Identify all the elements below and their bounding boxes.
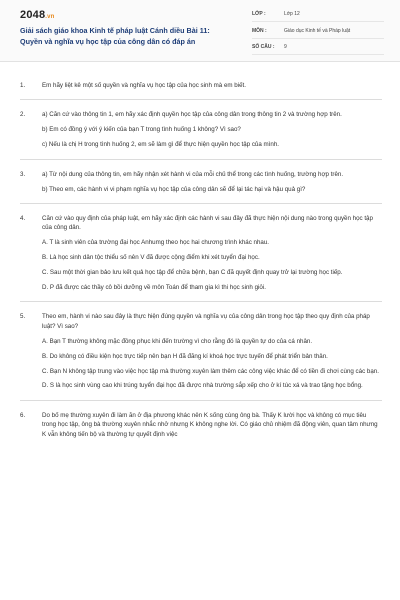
- answer-option: D. S là học sinh vùng cao khi trúng tuyển đại học đã được nhà trường sắp xếp cho ở kí túc xá và trao tặng học bổng.: [42, 382, 363, 390]
- question-text: Căn cứ vào quy định của pháp luật, em hãy xác định các hành vi sau đây đã thực hiện nội dung nào trong quyền học tập của công dân.: [42, 214, 373, 232]
- question-item: [20, 107, 382, 159]
- logo-domain: .vn: [45, 14, 55, 20]
- answer-option: A. T là sinh viên của trường đại học Anhumg theo học hai chương trình khác nhau.: [42, 239, 270, 247]
- answer-option: C. Bạn N không tập trung vào việc học tập mà thường xuyên làm thêm các công việc khác để có tiền đi chơi cùng các bạn.: [42, 367, 379, 375]
- answer-option: B. Do không có điều kiện học trực tiếp nên bạn H đã đăng kí khoá học trực tuyến để phát triển bản thân.: [42, 352, 328, 360]
- question-item: [20, 309, 382, 400]
- question-number: 1.: [20, 82, 26, 89]
- question-number: 6.: [20, 411, 26, 419]
- question-number: 5.: [20, 313, 26, 321]
- question-number: 4.: [20, 214, 26, 222]
- question-item: [20, 211, 382, 302]
- logo-text: 2048: [20, 9, 46, 21]
- meta-row-count: [252, 43, 384, 55]
- title-line-1: Giải sách giáo khoa Kinh tế pháp luật Cánh diều Bài 11:: [20, 26, 210, 35]
- meta-row-grade: [252, 10, 384, 22]
- page-header: [0, 0, 400, 62]
- answer-option: C. Sau một thời gian bảo lưu kết quả học tập để chữa bệnh, bạn C đã quyết định quay trở lại trường học tiếp.: [42, 269, 343, 277]
- meta-row-subject: [252, 27, 384, 39]
- question-number: 3.: [20, 170, 26, 178]
- meta-label: LỚP :: [252, 11, 266, 17]
- question-item: [20, 78, 382, 100]
- question-item: [20, 167, 382, 204]
- answer-option: B. Là học sinh dân tộc thiểu số nên V đã được cộng điểm khi xét tuyển đại học.: [42, 254, 260, 262]
- question-text: a) Căn cứ vào thông tin 1, em hãy xác định quyền học tập của công dân trong thông tin 2 và trường hợp trên.: [42, 111, 342, 119]
- question-text: Em hãy liệt kê một số quyền và nghĩa vụ học tập của học sinh mà em biết.: [42, 82, 246, 89]
- document-meta: [252, 10, 384, 60]
- question-text: b) Theo em, các hành vi vi phạm nghĩa vụ học tập của công dân sẽ để lại tác hại và hậu quả gì?: [42, 185, 306, 193]
- question-text: Theo em, hành vi nào sau đây là thực hiện đúng quyền và nghĩa vụ của công dân trong học tập theo quy định của pháp luật? Vì sao?: [42, 313, 370, 330]
- question-text: a) Từ nội dung của thông tin, em hãy nhận xét hành vi của mỗi chủ thể trong các tình huống, trường hợp trên.: [42, 170, 344, 178]
- meta-value: Lớp 12: [284, 11, 300, 17]
- site-logo[interactable]: [20, 9, 55, 21]
- meta-value: Giáo dục Kinh tế và Pháp luật: [284, 27, 351, 34]
- question-number: 2.: [20, 111, 26, 119]
- question-text: Do bố mẹ thường xuyên đi làm ăn ở địa phương khác nên K sống cùng ông bà. Thấy K lười học và không có mục tiêu trong học tập, ông bà thường xuyên nhắc nhở nhưng K không nghe lời. Có giáo chủ nhiệm đã động viên, quan tâm nhưng K vẫn không tiến bộ và thường tự quyết định việc: [42, 411, 378, 438]
- question-item: [20, 408, 382, 448]
- meta-label: MÔN :: [252, 27, 267, 34]
- meta-value: 9: [284, 44, 287, 50]
- answer-option: A. Bạn T thường không mặc đồng phục khi đến trường vì cho rằng đó là quyền tự do của cá nhân.: [42, 337, 313, 345]
- document-title: [20, 26, 235, 47]
- meta-label: SỐ CÂU :: [252, 44, 275, 50]
- question-text: c) Nếu là chị H trong tình huống 2, em sẽ làm gì để thực hiện quyền học tập của mình.: [42, 141, 279, 149]
- answer-option: D. P đã được các thầy cô bồi dưỡng về môn Toán để tham gia kì thi học sinh giỏi.: [42, 283, 266, 291]
- question-list: [20, 78, 382, 455]
- question-text: b) Em có đồng ý với ý kiến của bạn T trong tình huống 1 không? Vì sao?: [42, 126, 241, 134]
- title-line-2: Quyền và nghĩa vụ học tập của công dân có đáp án: [20, 36, 196, 46]
